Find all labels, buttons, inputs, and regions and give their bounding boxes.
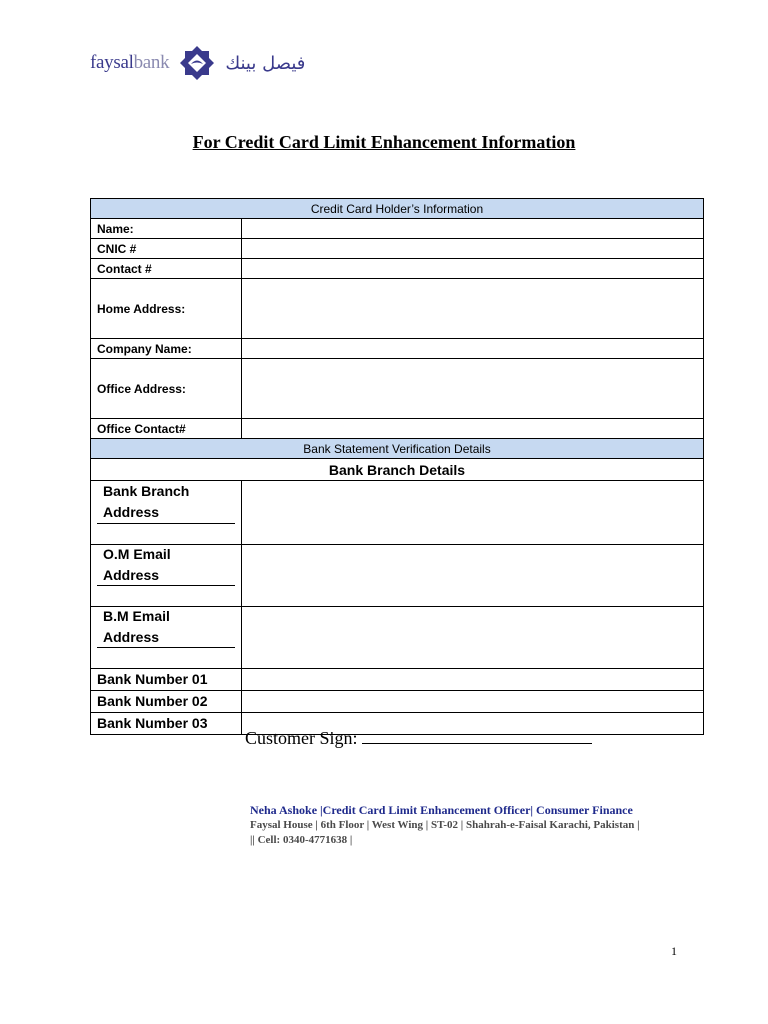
officer-contact-line: Neha Ashoke |Credit Card Limit Enhancement Officer| Consumer Finance [250,803,633,817]
company-name-field[interactable] [242,339,704,359]
bank-number-02-field[interactable] [242,691,704,713]
bank-branch-address-field[interactable] [242,481,704,545]
bank-branch-address-cell [91,481,242,545]
office-contact-field[interactable] [242,419,704,439]
bank-verification-header: Bank Statement Verification Details [91,439,704,459]
customer-signature [245,728,592,749]
bm-email-cell [91,607,242,669]
cell-number-line: || Cell: 0340-4771638 | [250,834,353,846]
om-email-cell [91,545,242,607]
faysal-bank-logo [90,42,305,84]
bm-email-field[interactable] [242,607,704,669]
bank-branch-details-subheader: Bank Branch Details [91,459,704,481]
office-address-label: Office Address: [91,359,242,419]
home-address-label: Home Address: [91,279,242,339]
bm-email-label: B.M Email Address [97,607,235,648]
cnic-field[interactable] [242,239,704,259]
contact-field[interactable] [242,259,704,279]
contact-label: Contact # [91,259,242,279]
label-spacer [97,648,235,668]
office-address-line: Faysal House | 6th Floor | West Wing | ST-02 | Shahrah-e-Faisal Karachi, Pakistan | [250,819,640,831]
company-name-label: Company Name: [91,339,242,359]
bank-number-02-label: Bank Number 02 [91,691,242,713]
bank-emblem-icon [179,45,215,81]
office-address-field[interactable] [242,359,704,419]
cnic-label: CNIC # [91,239,242,259]
office-contact-label: Office Contact# [91,419,242,439]
label-spacer [97,586,235,606]
om-email-label: O.M Email Address [97,545,235,586]
label-spacer [97,524,235,544]
bank-number-01-field[interactable] [242,669,704,691]
logo-latin-text: faysalbank [90,52,170,73]
bank-number-03-label: Bank Number 03 [91,713,242,735]
bank-branch-address-label: Bank Branch Address [97,481,235,524]
contact-footer [250,803,640,848]
home-address-field[interactable] [242,279,704,339]
page-title: For Credit Card Limit Enhancement Information [192,132,576,152]
logo-arabic-text: فيصل بينك [225,52,306,74]
om-email-field[interactable] [242,545,704,607]
bank-number-01-label: Bank Number 01 [91,669,242,691]
name-field[interactable] [242,219,704,239]
enhancement-form-table [90,198,704,735]
customer-sign-label: Customer Sign: [245,728,358,748]
signature-line[interactable] [362,729,592,744]
name-label: Name: [91,219,242,239]
holder-info-header: Credit Card Holder’s Information [91,199,704,219]
page-number: 1 [671,944,677,958]
